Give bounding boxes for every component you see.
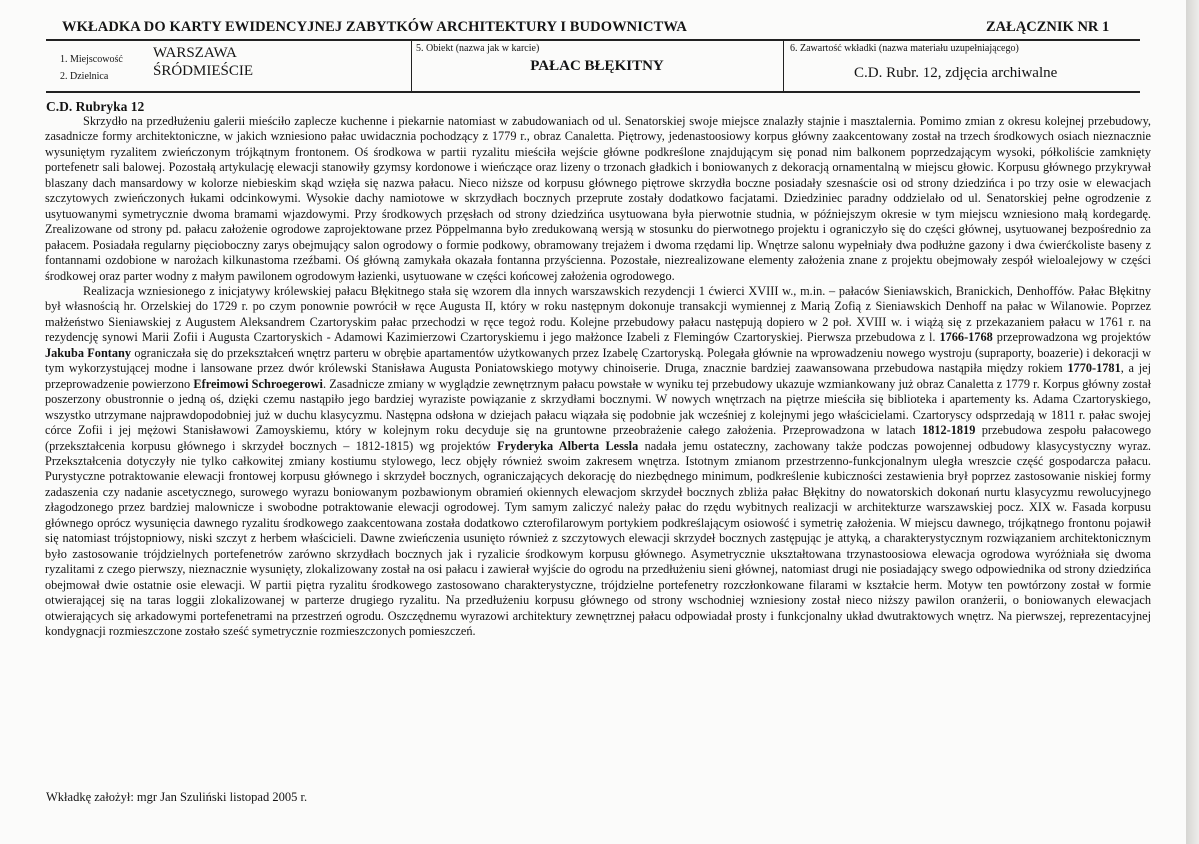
district-label: 2. Dzielnica [60, 71, 109, 82]
header-divider-2 [783, 40, 784, 91]
p2-text-g: , a jej przeprowadzenie powierzono [45, 361, 1151, 391]
document-title: WKŁADKA DO KARTY EWIDENCYJNEJ ZABYTKÓW ARCHITEKTURY I BUDOWNICTWA [62, 19, 687, 35]
body-text [45, 114, 1151, 639]
object-name: PAŁAC BŁĘKITNY [530, 58, 664, 74]
p2-architect-schroeger: Efreimowi Schroegerowi [193, 376, 323, 391]
object-label: 5. Obiekt (nazwa jak w karcie) [416, 43, 540, 54]
p2-text-c: przeprowadzona wg projektów [992, 330, 1151, 345]
content-label: 6. Zawartość wkładki (nazwa materiału uzupełniającego) [790, 43, 1019, 54]
locality-label: 1. Miejscowość [60, 54, 123, 65]
district-value: ŚRÓDMIEŚCIE [153, 63, 254, 79]
paragraph-2 [45, 284, 1151, 639]
p2-date-3: 1812-1819 [922, 423, 976, 438]
p2-text-e: ograniczała się do przekształceń wnętrz parteru w obrębie apartamentów użytkowanych przez Izabelę Czartoryską. Polegała głównie na wprowadzeniu nowego wystroju (supraporty, boazerie) i dekoracji w tym wykorzystującej modne i lansowane przez dwór królewski Stanisława Augusta Poniatowskiego motywy chinoiserie. Druga, znacznie bardziej zaawansowana przebudowa nastąpiła między rokiem [45, 345, 1151, 376]
p2-architect-fontana: Jakuba Fontany [45, 345, 132, 360]
p2-text-i: . Zasadnicze zmiany w wyglądzie zewnętrznym pałacu powstałe w wyniku tej przebudowy ukazuje wzmiankowany już obraz Canaletta z 1779 r. Korpus główny został poszerzony obustronnie o jedną oś, dzięki czemu nastąpiło jego bardziej wyraziste powiązanie z skrzydłami bocznymi. W nowych wnętrzach na piętrze mieściła się biblioteka i apartementy ks. Adama Czartoryskiego, wszystko utrzymane najprawdopodobniej już w duchu klasycyzmu. Następna odsłona w dziejach pałacu wiązała się podobnie jak wcześniej z kolejnymi jego właścicielami. Czartoryscy odsprzedają w 1811 r. pałac swojej córce Zofii i jej mężowi Stanisławowi Zamoyskiemu, który w kolejnym roku decyduje się na gruntowne przeobrażenie całego założenia. Przeprowadzona w latach [45, 376, 1152, 438]
header-rule-top [46, 39, 1140, 41]
annex-number: ZAŁĄCZNIK NR 1 [986, 19, 1110, 35]
content-value: C.D. Rubr. 12, zdjęcia archiwalne [854, 65, 1058, 81]
p2-date-1: 1766-1768 [939, 330, 993, 345]
p2-date-2: 1770-1781 [1067, 361, 1121, 376]
p2-text-k: przebudowa zespołu pałacowego (przekształcenia korpusu głównego i skrzydeł bocznych – 1812-1815) wg projektów [45, 423, 1151, 453]
locality-value: WARSZAWA [153, 45, 237, 61]
p2-architect-lessel: Fryderyka Alberta Lessla [497, 438, 639, 453]
author-footer: Wkładkę założył: mgr Jan Szuliński listopad 2005 r. [46, 790, 308, 804]
p2-text-m: nadała jemu ostateczny, zachowany także podczas powojennej odbudowy klasycystyczny wyraz. Przekształcenia dotyczyły nie tylko całkowitej zmiany kostiumu stylowego, lecz objęły również swoim zakresem wnętrza. Istotnym zmianom przestrzenno-funkcjonalnym uległa wreszcie część gospodarcza pałacu. Purystyczne potraktowanie elewacji frontowej korpusu głównego i skrzydeł bocznych, ograniczających dekorację do niezbędnego minimum, podkreślenie kubiczności zestawienia brył poprzez zastosowanie niskiej formy zadaszenia czy nadanie ascetycznego, surowego wyrazu boniowanym pozbawionym obramień okiennych elewacjom skrzydeł bocznych zbliża pałac Błękitny do nowatorskich dokonań nurtu klasycyzmu rewolucyjnego złagodzonego przez bardziej malownicze i swobodne potraktowanie elewacji ogrodowej. Tym samym zaliczyć należy pałac do rzędu wybitnych realizacji w architekturze warszawskiej pocz. XIX w. Fasada korpusu głównego oprócz wysunięcia dawnego ryzalitu środkowego zaakcentowana została dodatkowo czterofilarowym portykiem podkreślającym osiowość i symetrię założenia. W miejscu dawnego, trójkątnego frontonu pojawił się natomiast trójstopniowy, niski szczyt z herbem właścicieli. Dawne zwieńczenia usunięto również z szczytowych elewacji skrzydeł bocznych zastępując je attyką, a charakterystycznym rozwiązaniem architektonicznym było zastosowanie trójdzielnych portefenetrów zarówno skrzydłach bocznych jak i ryzalicie środkowym korpusu głównego. Asymetrycznie ukształtowana trzynastoosiowa elewacja ogrodowa wyróżniała się dwoma ryzalitami z czego pierwszy, nieznacznie wysunięty, zlokalizowany został na osi pałacu i zawierał wyjście do ogrodu na przedłużeniu sieni głównej, natomiast drugi nie posiadający swego odpowiednika od strony dziedzińca obejmował dwie ostatnie osie elewacji. W partii piętra ryzalitu środkowego zastosowano charakterystyczne, trójdzielne portefenetry rozczłonkowane filarami w kształcie herm. Motyw ten powtórzony został w formie otwierającej się na taras loggii zlokalizowanej w parterze drugiego ryzalitu. Na przedłużeniu korpusu głównego od strony wschodniej wzniesiony został nieco niższy pawilon oranżerii, o boniowanych elewacjach otwierających się arkadowymi portefenetrami na przestrzeń ogrodu. Oszczędnemu wyrazowi architektury zewnętrznej pałacu odpowiadał prosty i funkcjonalny układ dwutraktowych wnętrz. Na pierwszej, reprezentacyjnej kondygnacji rozmieszczone zostało sześć symetrycznie rozmieszczonych pomieszczeń. [45, 438, 1151, 638]
section-heading: C.D. Rubryka 12 [46, 99, 145, 114]
scan-edge [1186, 0, 1199, 844]
paragraph-1: Skrzydło na przedłużeniu galerii mieściło zaplecze kuchenne i piekarnie natomiast w zabudowaniach od ul. Senatorskiej swoje miejsce znalazły stajnie i masztalernia. Pomimo zmian z okresu kolejnej przebudowy, zasadnicze formy architektoniczne, w jakich wzniesiono pałac uwidacznia pochodzący z 1779 r., obraz Canaletta. Piętrowy, jedenastoosiowy korpus główny zaakcentowany został na trzech środkowych osiach nieznacznie wysuniętym ryzalitem zwieńczonym trójkątnym frontonem. Oś środkowa w partii ryzalitu mieściła wejście główne podkreślone znajdującym się ponad nim balkonem poprzedzającym wysoki, półkoliście zamknięty portefenetr sali balowej. Pozostałą artykulację elewacji stanowiły gzymsy kordonowe i wieńczące oraz lizeny o trzonach gładkich i boniowanych z dekoracją ornamentalną w miejscu głowic. Korpusu głównego przykrywał blaszany dach mansardowy w kolorze niebieskim skąd wzięła się nazwa pałacu. Nieco niższe od korpusu głównego piętrowe skrzydła boczne posiadały szesnaście osi od strony dziedzińca i po trzy osie w elewacjach szczytowych zwieńczonych łukami odcinkowymi. Wysokie dachy namiotowe w skrzydłach bocznych przeprute zostały dodatkowo facjatami. Dziedziniec paradny oddzielało od ul. Senatorskiej pełne ogrodzenie z usytuowanymi symetrycznie dwoma bramami wjazdowymi. Przy środkowych przęsłach od strony dziedzińca usytuowana była pierwotnie studnia, w późniejszym okresie w tym miejscu wzniesiono małą kordegardę. Zrealizowane od strony pd. pałacu założenie ogrodowe zaprojektowane przez Pöppelmanna było zredukowaną wersją w stosunku do pierwotnego projektu i ograniczyło się do części głównej, usytuowanej bezpośrednio za pałacem. Posiadała regularny pięcioboczny zarys obejmujący salon ogrodowy o formie podkowy, obramowany trejażem i dwoma rzędami lip. Wnętrze salonu wypełniały dwa podłużne gazony i dwa ćwierćkoliste baseny z fontannami ozdobione w narożach kilkunastoma rzeźbami. Oś główną zamykała okazała fontanna przyściennа. Pozostałe, niezrealizowane elementy założenia znane z projektu obejmowały zespół wieloalejowy w części środkowej oraz parter wodny z małym pawilonem ogrodowym łazienki, usytuowane w części końcowej założenia ogrodowego. [45, 114, 1151, 283]
header-rule-bottom [46, 91, 1140, 93]
p2-text-a: Realizacja wzniesionego z inicjatywy królewskiej pałacu Błękitnego stała się wzorem dla innych warszawskich rezydencji 1 ćwierci XVIII w., m.in. – pałaców Sieniawskich, Branickich, Denhoffów. Pałac Błękitny był własnością hr. Orzelskiej do 1729 r. po czym ponownie powrócił w ręce Augusta II, który w roku następnym dokonuje transakcji wymiennej z Marią Zofią z Sieniawskich Denhoff na pałac w Wilanowie. Poprzez małżeństwo Sieniawskiej z Augustem Aleksandrem Czartoryskim pałac przechodzi w ręce tegoż rodu. Kolejne przebudowy pałacu następują dopiero w 2 poł. XVIII w. i wiążą się z przekazaniem pałacu w 1761 r. na rezydencję synowi Marii Zofii i Augusta Czartoryskich - Adamowi Kazimierzowi Czartoryskiemu i jego małżonce Izabeli z Flemingów Czartoryskiej. Pierwsza przebudowa z l. [45, 283, 1151, 345]
